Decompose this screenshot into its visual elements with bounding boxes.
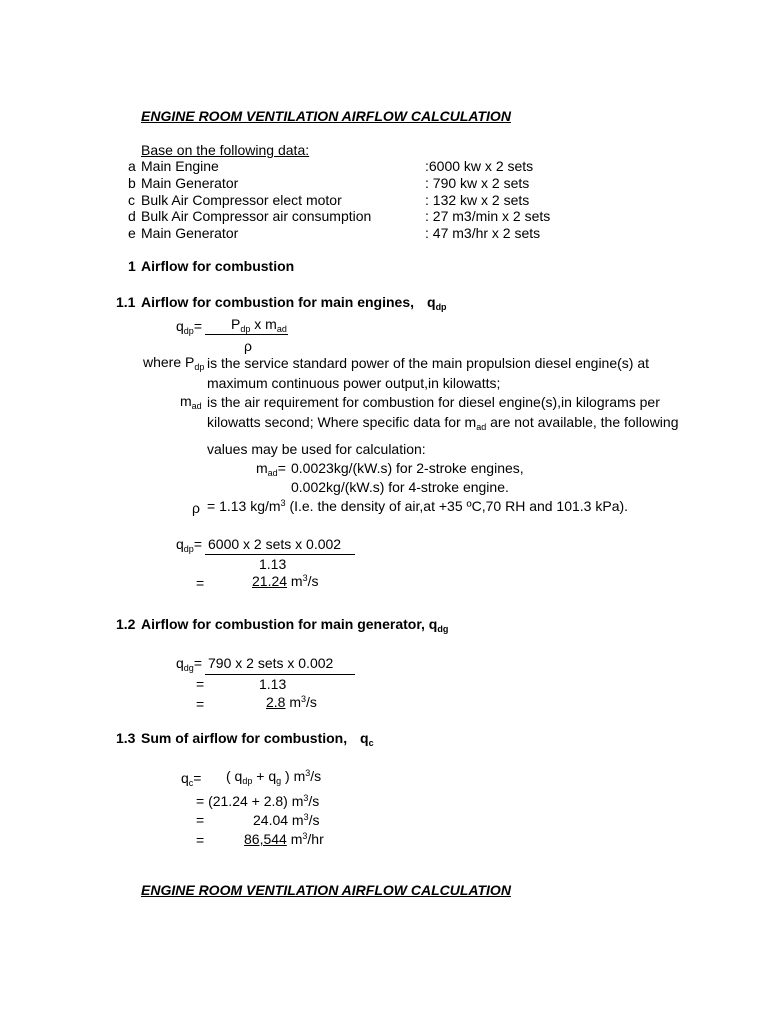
fraction-bar — [205, 334, 288, 335]
sum-lhs: $q_c=$ — [181, 770, 202, 788]
where-text: is the service standard power of the main propulsion diesel engine(s) at — [207, 355, 650, 371]
formula-denominator: ρ — [244, 338, 252, 354]
fraction-bar — [205, 554, 355, 555]
intro-text: Base on the following data: — [141, 142, 310, 158]
sum-result-hourly: 86,544 $m^3/hr$ — [244, 831, 324, 847]
formula-numerator: $P_{dp}$ x $m_{ad}$ — [231, 316, 287, 334]
where-label: $m_{ad}$ — [180, 393, 202, 411]
page-title: ENGINE ROOM VENTILATION AIRFLOW CALCULATION — [141, 108, 511, 124]
item-letter: b — [128, 175, 136, 191]
sum-formula: ( $q_{dp} + q_g$ ) $m^3/s$ — [226, 768, 322, 786]
item-label: Bulk Air Compressor elect motor — [141, 192, 342, 208]
mad-value: 0.002kg/(kW.s) for 4-stroke engine. — [291, 479, 509, 495]
formula-lhs: $q_{dp}=$ — [176, 318, 202, 336]
item-letter: d — [128, 208, 136, 224]
symbol-qdp: $q_{dp}$ — [427, 294, 447, 312]
result-value: 2.8 — [266, 694, 286, 710]
where-label: where $P_{dp}$ — [143, 354, 205, 372]
item-label: Main Generator — [141, 225, 239, 241]
item-value: :6000 kw x 2 sets — [425, 158, 534, 174]
rho-definition: = 1.13 $kg/m^3$ (I.e. the density of air,at +35 ºC,70 RH and 101.3 kPa). — [207, 498, 629, 514]
calc-lhs: $q_{dg}=$ — [176, 655, 202, 673]
item-label: Main Generator — [141, 175, 239, 191]
result-line: 21.24 $m^3/s$ — [252, 573, 319, 589]
symbol-qc: $q_c$ — [360, 730, 374, 748]
where-text: maximum continuous power output,in kilowatts; — [207, 375, 501, 391]
item-label: Main Engine — [141, 158, 219, 174]
repeated-title: ENGINE ROOM VENTILATION AIRFLOW CALCULATION — [141, 882, 511, 898]
section-heading: Airflow for combustion for main engines, — [141, 294, 415, 310]
calc-numerator: 6000 x 2 sets x 0.002 — [208, 536, 342, 552]
where-text: is the air requirement for combustion for diesel engine(s),in kilograms per — [207, 394, 660, 410]
mad-label: $m_{ad}=$ — [256, 460, 286, 478]
item-letter: c — [128, 192, 135, 208]
mad-value: 0.0023kg/(kW.s) for 2-stroke engines, — [291, 460, 524, 476]
result-line: 2.8 $m^3/s$ — [266, 694, 317, 710]
item-label: Bulk Air Compressor air consumption — [141, 208, 372, 224]
rho-symbol: ρ — [192, 500, 200, 516]
item-value: : 47 m3/hr x 2 sets — [425, 225, 541, 241]
item-value: : 132 kw x 2 sets — [425, 192, 530, 208]
calc-numerator: 790 x 2 sets x 0.002 — [208, 655, 334, 671]
item-value: : 27 m3/min x 2 sets — [425, 208, 551, 224]
calc-lhs: $q_{dp}=$ — [176, 536, 202, 554]
where-text: values may be used for calculation: — [207, 441, 426, 457]
result-value: 86,544 — [244, 831, 287, 847]
sum-line: = (21.24 + 2.8) $m^3/s$ — [196, 793, 320, 809]
item-letter: a — [128, 158, 136, 174]
sum-result: 24.04 $m^3/s$ — [253, 812, 320, 828]
section-heading: Airflow for combustion — [141, 258, 295, 274]
item-value: : 790 kw x 2 sets — [425, 175, 530, 191]
where-text: kilowatts second; Where specific data for $m_{ad}$ are not available, the following — [207, 414, 679, 432]
calc-denominator: 1.13 — [259, 556, 287, 572]
sum-equals: = — [196, 812, 205, 828]
result-equals: = — [196, 575, 205, 591]
calc-denominator: 1.13 — [259, 676, 287, 692]
section-number: 1.2 — [116, 616, 136, 632]
section-number: 1.3 — [116, 730, 136, 746]
section-heading: Airflow for combustion for main generator, $q_{dg}$ — [141, 616, 449, 634]
denominator-equals: = — [196, 676, 205, 692]
fraction-bar — [205, 674, 355, 675]
section-number: 1.1 — [116, 294, 136, 310]
item-letter: e — [128, 225, 136, 241]
section-heading: Sum of airflow for combustion, — [141, 730, 348, 746]
result-value: 21.24 — [252, 573, 288, 589]
section-number: 1 — [128, 258, 136, 274]
sum-equals: = — [196, 832, 205, 848]
result-equals: = — [196, 696, 205, 712]
